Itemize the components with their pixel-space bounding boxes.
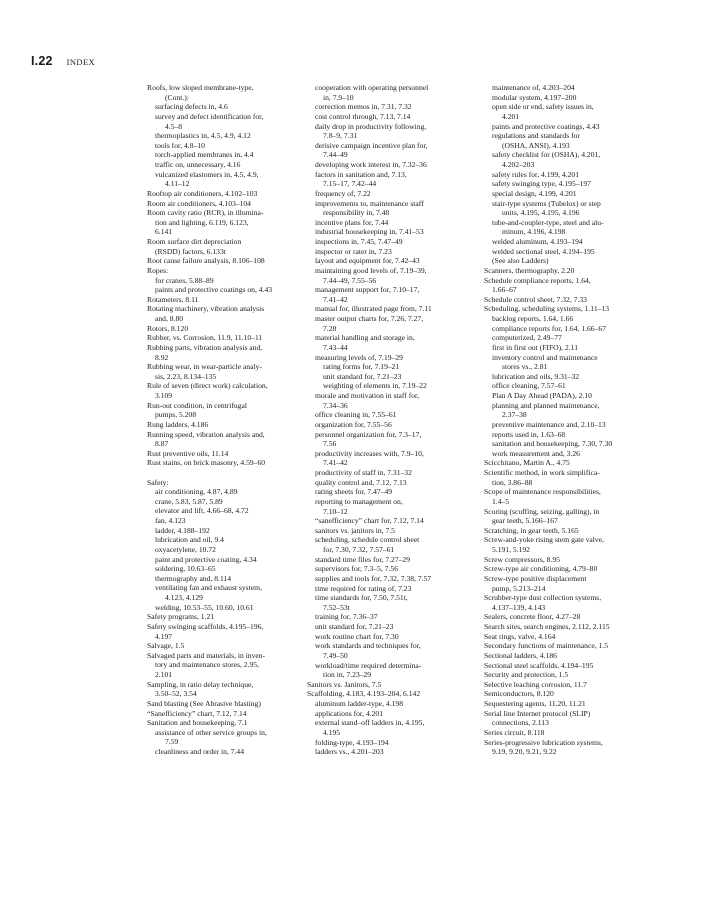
index-entry: Rotameters, 8.11 [147,294,199,304]
index-entry: Rubbing wear, in wear-particle analy- [147,362,262,372]
index-entry: work routine chart for, 7.30 [315,631,399,641]
index-subentry: preventive maintenance and, 2.10–13 [492,419,606,429]
index-entry: Running speed, vibration analysis and, [147,429,265,439]
index-entry: supplies and tools for, 7.32, 7.38, 7.57 [315,573,432,583]
index-subentry: sis, 2.23, 8.134–135 [155,371,217,381]
index-subentry: tools for, 4.8–10 [155,140,205,150]
index-entry: Rust stains, on brick masonry, 4.59–60 [147,458,266,468]
index-subentry: paints and protective coatings on, 4.43 [155,285,273,295]
index-subentry: 7.43–44 [323,342,348,352]
index-entry: unit standard for, 7.21–23 [315,622,394,631]
index-subentry: 7.52–53t [323,602,350,612]
index-entry: Rubber, vs. Corrosion, 11.9, 11.10–11 [147,333,263,343]
index-subentry: (Cont.): [165,92,189,102]
index-subentry: surfacing defects in, 4.6 [155,102,228,112]
index-entry: Sanitors vs. Janitors, 7.5 [307,679,382,689]
index-subentry: 4.123, 4.129 [165,593,203,603]
index-subentry: tion, 3.86–88 [492,477,533,487]
index-subentry: traffic on, unnecessary, 4.16 [155,160,241,169]
index-subentry: 7.59 [165,737,179,747]
index-subentry: first in first out (FIFO), 2.11 [492,342,578,352]
index-subentry: 7.41–42 [323,294,348,304]
index-entry: Roofs, low sloped membrane-type, [147,83,254,92]
index-subentry: 3.109 [155,391,173,400]
index-entry: scheduling, schedule control sheet [315,535,420,545]
index-entry: Scientific method, in work simplifica- [484,468,600,477]
index-entry: ladders vs., 4.201–203 [315,747,384,757]
index-entry: Ropes: [147,265,169,275]
index-subentry: (See also Ladders) [492,256,549,266]
index-entry: Series-progressive lubrication systems, [484,737,603,747]
index-entry: Scratching, in gear teeth, 5.165 [484,525,579,535]
index-subentry: 7.10–12 [323,506,348,516]
index-entry: frequency of, 7.22 [315,188,371,198]
index-entry: management support for, 7.10–17, [315,285,420,295]
index-entry: workload/time required determina- [315,660,422,670]
index-subentry: cleanliness and order in, 7.44 [155,747,244,757]
index-subentry: 6.141 [155,227,173,237]
index-entry: measuring levels of, 7.19–29 [315,352,403,362]
index-entry: Room air conditioners, 4.103–104 [147,198,251,208]
index-subentry: (OSHA, ANSI), 4.193 [502,140,570,150]
index-subentry: stair-type systems (Tubelox) or step [492,198,601,208]
index-subentry: units, 4.195, 4.195, 4.196 [502,208,580,218]
index-subentry: unit standard for, 7.21–23 [323,371,402,381]
index-subentry: 8.92 [155,352,169,362]
index-subentry: (RSDD) factors, 6.133t [155,246,226,256]
index-subentry: tube-and-coupler-type, steel and alu- [492,217,604,227]
index-entry: Safety swinging scaffolds, 4.195–196, [147,621,264,631]
index-entry: Sectional steel scaffolds, 4.194–195 [484,660,594,670]
index-entry: inspections in, 7.45, 7.47–49 [315,237,403,246]
index-entry: “Sanefficiency” chart, 7.12, 7.14 [147,708,247,718]
index-entry: folding-type, 4.193–194 [315,737,389,747]
index-entry: Sampling, in ratio delay technique, [147,679,254,689]
index-subentry: tory and maintenance stores, 2.95, [155,660,259,670]
index-entry: aluminum ladder-type, 4.198 [315,699,403,708]
index-subentry: lubrication and oil, 9.4 [155,535,224,545]
index-entry: Screw-and-yoke rising stem gate valve, [484,535,604,545]
index-subentry: oxyacetylene, 10.72 [155,544,216,554]
index-subentry: 7.49–50 [323,650,348,660]
index-entry: Root cause failure analysis, 8.106–108 [147,256,265,266]
index-subentry: 2.37–38 [502,410,527,420]
index-subentry: reports used in, 1.63–68 [492,429,566,439]
index-subentry: compliance reports for, 1.64, 1.66–67 [492,323,606,333]
index-subentry: 8.87 [155,439,169,449]
index-subentry: 4.11–12 [165,179,190,189]
index-entry: Safety programs, 1.21 [147,612,215,622]
index-subentry: 7.41–42 [323,458,348,468]
index-entry: Security and protection, 1.5 [484,670,569,680]
index-entry: quality control and, 7.12, 7.13 [315,477,407,487]
index-entry: morale and motivation in staff for, [315,391,420,400]
index-entry: industrial housekeeping in, 7.41–53 [315,227,424,237]
index-entry: work standards and techniques for, [315,641,421,651]
index-column-3 [484,83,666,757]
index-entry: organization for, 7.55–56 [315,419,392,429]
index-subentry: 7.34–36 [323,400,348,410]
index-entry: daily drop in productivity following, [315,121,427,131]
index-entry: “sanefficiency” chart for, 7.12, 7.14 [315,516,424,526]
index-subentry: tion in, 7.23–29 [323,670,372,680]
index-entry: improvements to, maintenance staff [315,198,424,208]
index-entry: Rung ladders, 4.186 [147,419,209,429]
index-subentry: 4.137–139, 4.143 [492,602,546,612]
index-subentry: sanitation and housekeeping, 7.30, 7.30 [492,439,613,449]
index-subentry: 7.28 [323,323,337,333]
index-entry: cooperation with operating personnel [315,83,429,92]
index-entry: Rotating machinery, vibration analysis [147,304,265,314]
page-number: I.22 [31,54,53,68]
index-entry: Rotors, 8.120 [147,323,189,333]
index-subentry: safety checklist for (OSHA), 4.201, [492,150,601,160]
index-subentry: safety rules for, 4.199, 4.201 [492,169,580,179]
index-subentry: work measurement and, 3.26 [492,448,580,458]
index-entry: Search sites, search engines, 2.112, 2.115 [484,622,610,631]
index-subentry: 4.201 [502,111,520,121]
index-subentry: torch-applied membranes in, 4.4 [155,150,254,160]
index-entry: Series circuit, 8.118 [484,727,545,737]
index-subentry: vulcanized elastomers in, 4.5, 4.9, [155,169,259,179]
index-subentry: office cleaning, 7.57–61 [492,381,566,391]
index-subentry: minum, 4.196, 4.198 [502,227,566,237]
index-subentry: 4.202–203 [502,160,535,169]
index-subentry: special design, 4.199, 4.201 [492,188,577,198]
index-subentry: 7.44–49 [323,150,348,160]
index-entry: reporting to management on, [315,496,403,506]
index-entry: Safety: [147,477,169,487]
index-subentry: for, 7.30, 7.32, 7.57–61 [323,545,395,554]
index-entry: sanitors vs. janitors in, 7.5 [315,525,395,535]
index-subentry: 3.50–52, 3.54 [155,689,197,699]
index-subentry: 4.195 [323,727,341,737]
index-subentry: thermoplastics in, 4.5, 4.9, 4.12 [155,131,251,141]
index-subentry: welding, 10.53–55, 10.60, 10.61 [155,602,254,612]
index-column-1 [147,83,329,757]
index-subentry: stores vs., 2.81 [502,362,548,372]
index-entry: Run-out condition, in centrifugal [147,400,247,410]
index-entry: maintaining good levels of, 7.19–39, [315,265,427,275]
index-entry: training for, 7.36–37 [315,612,378,622]
index-entry: Secondary functions of maintenance, 1.5 [484,641,608,651]
index-subentry: responsibility in, 7.48 [323,208,390,218]
index-entry: Salvaged parts and materials, in inven- [147,650,266,660]
index-entry: Screw-type positive displacement [484,573,587,583]
index-subentry: open side or end, safety issues in, [492,102,594,112]
index-subentry: Plan A Day Ahead (PADA), 2.10 [492,391,592,400]
index-entry: Selective leaching corrosion, 11.7 [484,679,587,689]
index-subentry: computerized, 2.49–77 [492,333,562,343]
index-subentry: planning and planned maintenance, [492,400,600,410]
index-subentry: 4.5–8 [165,121,183,131]
index-entry: developing work interest in, 7.32–36 [315,160,427,169]
index-subentry: backlog reports, 1.64, 1.66 [492,314,574,323]
index-entry: Scoring (scuffing, seizing, galling), in [484,506,600,516]
index-entry: personnel organization for, 7.3–17, [315,429,422,439]
index-entry: productivity increases with, 7.9–10, [315,448,424,458]
index-entry: Screw compressors, 8.95 [484,554,560,564]
index-subentry: 1.66–67 [492,285,517,295]
index-subentry: soldering, 10.63–65 [155,564,216,574]
index-entry: Rubbing parts, vibration analysis and, [147,342,263,352]
index-subentry: thermography and, 8.114 [155,573,232,583]
index-subentry: paint and protective coating, 4.34 [155,554,257,564]
section-label: INDEX [66,57,96,67]
index-subentry: tion and lighting, 6.119, 6.123, [155,217,249,227]
index-entry: productivity of staff in, 7.31–32 [315,468,412,477]
index-entry: Seat rings, valve, 4.164 [484,631,556,641]
index-entry: Rule of seven (direct work) calculation, [147,381,268,391]
index-subentry: 2.101 [155,670,173,680]
index-entry: layout and equipment for, 7.42–43 [315,256,420,266]
index-entry: Scheduling, scheduling systems, 1.11–13 [484,304,610,314]
index-entry: master output charts for, 7.26, 7.27, [315,314,424,323]
index-entry: standard time files for, 7.27–29 [315,554,411,564]
index-subentry: maintenance of, 4.203–204 [492,83,575,92]
index-entry: Semiconductors, 8.120 [484,689,554,699]
index-entry: Rooftop air conditioners, 4.102–103 [147,188,258,198]
index-subentry: safety swinging type, 4.195–197 [492,179,591,189]
index-entry: Scaffolding, 4.183, 4.193–204, 6.142 [307,689,421,699]
index-subentry: regulations and standards for [492,131,580,141]
index-subentry: for cranes, 5.88–89 [155,275,214,285]
index-subentry: and, 8.80 [155,314,184,323]
index-entry: Sand blasting (See Abrasive blasting) [147,698,261,708]
index-subentry: fan, 4.123 [155,516,186,526]
index-subentry: connections, 2.113 [492,718,549,728]
index-subentry: modular system, 4.197–200 [492,92,577,102]
index-entry: Serial line Internet protocol (SLIP) [484,708,591,718]
index-entry: supervisors for, 7.3–5, 7.56 [315,564,399,574]
index-subentry: welded sectional steel, 4.194–195 [492,246,595,256]
index-entry: Room cavity ratio (RCR), in illumina- [147,208,264,218]
index-subentry: 7.15–17, 7.42–44 [323,179,377,189]
index-subentry: welded aluminum, 4.193–194 [492,237,583,246]
index-entry: manual for, illustrated page from, 7.11 [315,304,432,314]
index-subentry: ventilating fan and exhaust system, [155,583,262,593]
index-subentry: survey and defect identification for, [155,111,264,121]
index-subentry: 7.8–9, 7.31 [323,131,358,141]
index-subentry: in, 7.9–10 [323,92,354,102]
index-entry: time standards for, 7.50, 7.51t, [315,593,408,603]
index-entry: inspector or rater in, 7.23 [315,246,392,256]
index-entry: Rust preventive oils, 11.14 [147,448,229,458]
index-entry: material handling and storage in, [315,333,415,343]
index-subentry: paints and protective coatings, 4.43 [492,121,600,131]
index-entry: Scicchitano, Martin A., 4.75 [484,458,570,468]
index-subentry: gear teeth, 5.166–167 [492,516,558,526]
index-entry: external stand–off ladders in, 4.195, [315,718,425,728]
index-gap [147,468,329,478]
index-subentry: pump, 5.213–214 [492,583,546,593]
index-entry: correction memos in, 7.31, 7.32 [315,102,412,112]
index-entry: Schedule compliance reports, 1.64, [484,275,591,285]
index-subentry: inventory control and maintenance [492,352,598,362]
index-entry: office cleaning in, 7.55–61 [315,410,397,420]
running-head [31,52,95,66]
index-entry: rating sheets for, 7.47–49 [315,487,393,497]
index-entry: Sectional ladders, 4.186 [484,650,557,660]
index-entry: factors in sanitation and, 7.13, [315,169,407,179]
index-subentry: lubrication and oils, 9.31–32 [492,371,580,381]
index-entry: Sequestering agents, 11.20, 11.21 [484,699,586,708]
index-subentry: 4.197 [155,631,173,641]
index-entry: cost control through, 7.13, 7.14 [315,111,411,121]
index-subentry: 7.44–49, 7.55–56 [323,275,377,285]
index-entry: Scrubber-type dust collection systems, [484,593,602,603]
index-subentry: crane, 5.83, 5.87, 5.89 [155,496,223,506]
index-entry: Sealers, concrete floor, 4.27–28 [484,612,581,622]
index-entry: Scanners, thermography, 2.20 [484,265,575,275]
index-subentry: air conditioning, 4.87, 4.89 [155,487,238,497]
index-subentry: pumps, 5.208 [155,410,197,420]
index-subentry: assistance of other service groups in, [155,727,267,737]
index-subentry: 7.56 [323,439,337,449]
index-subentry: 9.19, 9.20, 9.21, 9.22 [492,747,557,757]
index-entry: Schedule control sheet, 7.32, 7.33 [484,294,587,304]
index-entry: time required for rating of, 7.23 [315,583,412,593]
index-entry: Salvage, 1.5 [147,641,185,651]
index-entry: Sanitation and housekeeping, 7.1 [147,718,248,728]
index-subentry: elevator and lift, 4.66–68, 4.72 [155,506,249,516]
index-entry: Scope of maintenance responsibilities, [484,487,601,497]
index-entry: applications for, 4.201 [315,708,384,718]
index-entry: incentive plans for, 7.44 [315,217,389,227]
index-entry: Room surface dirt depreciation [147,237,242,246]
index-entry: derisive campaign incentive plan for, [315,140,428,150]
index-column-2 [307,83,497,757]
index-subentry: weighting of elements in, 7.19–22 [323,381,427,391]
index-subentry: rating forms for, 7.19–21 [323,362,400,372]
index-subentry: ladder, 4.188–192 [155,525,210,535]
index-subentry: 1.4–5 [492,496,510,506]
index-entry: Screw-type air conditioning, 4.79–80 [484,564,598,574]
index-subentry: 5.191, 5.192 [492,545,530,554]
